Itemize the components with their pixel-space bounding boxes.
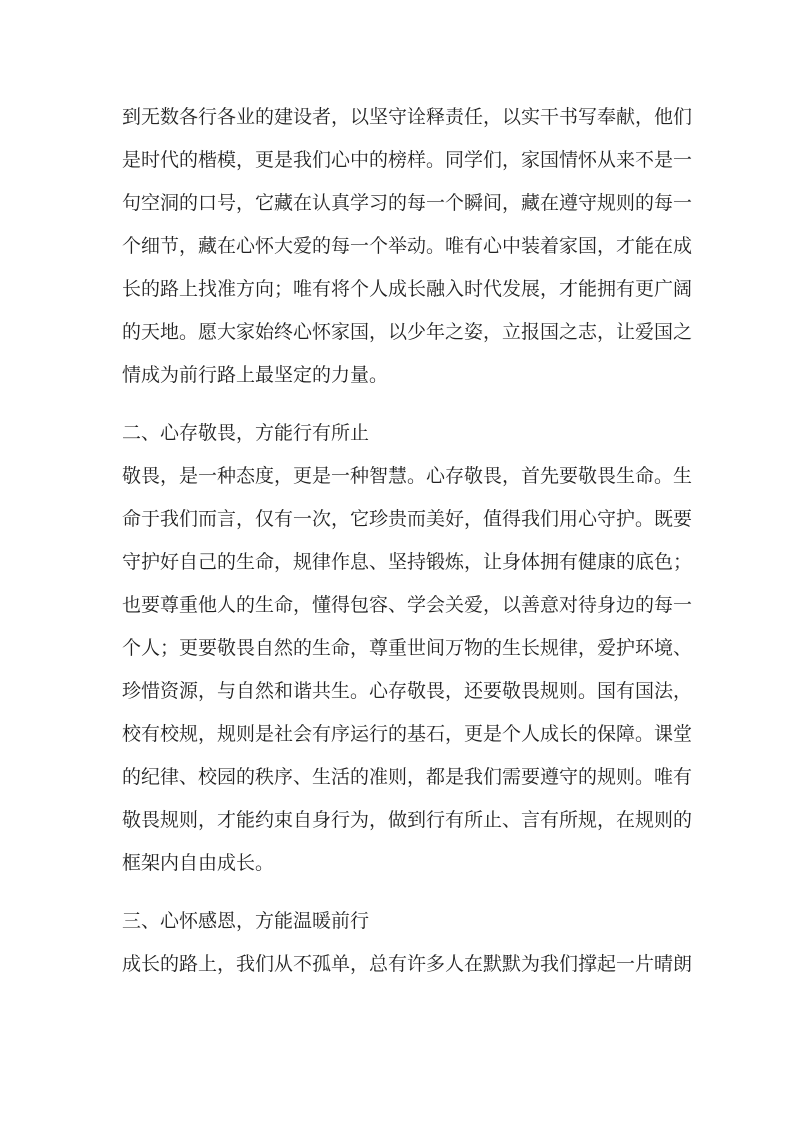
text-line: 命于我们而言，仅有一次，它珍贵而美好，值得我们用心守护。既要 xyxy=(122,509,693,530)
text-line: 也要尊重他人的生命，懂得包容、学会关爱，以善意对待身边的每一 xyxy=(122,595,693,616)
document-body xyxy=(122,96,702,986)
text-line: 守护好自己的生命，规律作息、坚持锻炼，让身体拥有健康的底色； xyxy=(122,552,693,573)
text-line: 成长的路上，我们从不孤单，总有许多人在默默为我们撑起一片晴朗 xyxy=(122,954,693,975)
section-3-heading: 三、心怀感恩，方能温暖前行 xyxy=(122,911,370,932)
text-line: 敬畏，是一种态度，更是一种智慧。心存敬畏，首先要敬畏生命。生 xyxy=(122,466,693,487)
section-3-gratitude-paragraph xyxy=(122,943,702,986)
text-line: 长的路上找准方向；唯有将个人成长融入时代发展，才能拥有更广阔 xyxy=(122,279,693,300)
text-line: 框架内自由成长。 xyxy=(122,853,275,874)
text-line: 句空洞的口号，它藏在认真学习的每一个瞬间，藏在遵守规则的每一 xyxy=(122,193,693,214)
text-line: 情成为前行路上最坚定的力量。 xyxy=(122,365,389,386)
text-line: 到无数各行各业的建设者，以坚守诠释责任，以实干书写奉献，他们 xyxy=(122,107,693,128)
section-1-patriotism-paragraph-continued xyxy=(122,96,702,397)
text-line: 的纪律、校园的秩序、生活的准则，都是我们需要遵守的规则。唯有 xyxy=(122,767,693,788)
text-line: 敬畏规则，才能约束自身行为，做到行有所止、言有所规，在规则的 xyxy=(122,810,693,831)
section-2-heading: 二、心存敬畏，方能行有所止 xyxy=(122,423,370,444)
text-line: 的天地。愿大家始终心怀家国，以少年之姿，立报国之志，让爱国之 xyxy=(122,322,693,343)
text-line: 个人；更要敬畏自然的生命，尊重世间万物的生长规律，爱护环境、 xyxy=(122,638,693,659)
text-line: 是时代的楷模，更是我们心中的榜样。同学们，家国情怀从来不是一 xyxy=(122,150,693,171)
text-line: 个细节，藏在心怀大爱的每一个举动。唯有心中装着家国，才能在成 xyxy=(122,236,693,257)
text-line: 校有校规，规则是社会有序运行的基石，更是个人成长的保障。课堂 xyxy=(122,724,693,745)
section-2-reverence-paragraph xyxy=(122,455,702,885)
text-line: 珍惜资源，与自然和谐共生。心存敬畏，还要敬畏规则。国有国法， xyxy=(122,681,693,702)
